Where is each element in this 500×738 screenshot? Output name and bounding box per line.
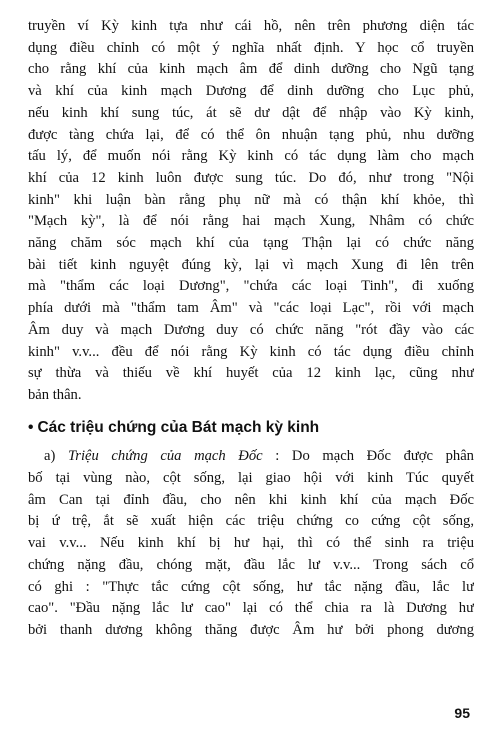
page-text bbox=[28, 16, 474, 642]
text-line: dụng điều chỉnh có một ý nghĩa nhất định. Y học cổ truyền bbox=[28, 39, 474, 56]
text-line: mà "thẩm các loại Dương", "chứa các loại Tinh", đi xuống bbox=[28, 278, 474, 295]
text-line: kinh" khi luận bàn rằng phụ nữ mà có thận khí khỏe, thì bbox=[28, 191, 474, 208]
text-line: "Mạch kỳ", là để nói rằng hai mạch Xung, Nhâm có chức bbox=[28, 213, 474, 230]
text-line: có ghi : "Thực tắc cứng cột sống, hư tắc nặng đầu, lắc lư bbox=[28, 578, 474, 595]
text-line: bị ứ trệ, ắt sẽ xuất hiện các triệu chứng co cứng cột sống, bbox=[28, 513, 474, 530]
paragraph-1 bbox=[28, 16, 474, 407]
text-line: truyền ví Kỳ kinh tựa như cái hồ, nên trên phương diện tác bbox=[28, 18, 474, 34]
text-line: khí của 12 kinh luôn được sung túc. Do đó, như trong "Nội bbox=[28, 169, 474, 186]
paragraph-2 bbox=[28, 446, 474, 641]
text-line: Âm duy và mạch Dương duy có chức năng "rót đầy vào các bbox=[28, 321, 474, 338]
text-line: phía dưới mà "thẩm tam Âm" và "các loại Lạc", rồi với mạch bbox=[28, 300, 474, 317]
text-line: vai v.v... Nếu kinh khí bị hư hại, thì có thể sinh ra triệu bbox=[28, 535, 474, 552]
text-line: bài tiết kinh nguyệt đúng kỳ, lại vì mạch Xung đi lên trên bbox=[28, 256, 474, 273]
text-line: bởi thanh dương không thăng được Âm hư bởi phong dương bbox=[28, 621, 474, 638]
text-line: kinh" v.v... đều để nói rằng Kỳ kinh có tác dụng điều chỉnh bbox=[28, 343, 474, 360]
page-number: 95 bbox=[454, 705, 470, 721]
list-marker: a) bbox=[44, 448, 68, 465]
text-line: và khí của kinh mạch Dương để dinh dưỡng cho Lục phủ, bbox=[28, 83, 474, 100]
text-line: sự thừa và thiếu về khí huyết của 12 kinh lạc, cũng như bbox=[28, 365, 474, 382]
text-line: bản thân. bbox=[28, 386, 82, 403]
text-line: bố tại vùng nào, cột sống, lại giao hội với kinh Túc quyết bbox=[28, 470, 474, 487]
text-line: được tàng chứa lại, để có thể ôn nhuận tạng phủ, nhu dưỡng bbox=[28, 126, 474, 143]
section-heading-text: Các triệu chứng của Bát mạch kỳ kinh bbox=[37, 418, 320, 436]
text-line: cho rằng khí của kinh mạch âm để dinh dưỡng cho Ngũ tạng bbox=[28, 61, 474, 78]
section-heading bbox=[28, 417, 474, 439]
text-line: cao". "Đầu nặng lắc lư cao" lại có thể chia ra là Dương hư bbox=[28, 600, 474, 617]
text-line: nếu kinh khí sung túc, át sẽ dư dật để nhập vào Kỳ kinh, bbox=[28, 104, 474, 121]
subsection-title: Triệu chứng của mạch Đốc bbox=[67, 448, 263, 465]
text-line: chứng nặng đầu, chóng mặt, đầu lắc lư v.v... Trong sách cổ bbox=[28, 556, 474, 573]
text-fragment: : Do mạch Đốc được phân bbox=[262, 448, 474, 465]
text-line-first bbox=[28, 446, 474, 468]
text-line: tấu lý, để muốn nói rằng Kỳ kinh có tác dụng làm cho mạch bbox=[28, 148, 474, 165]
text-line: âm Can tại đỉnh đầu, cho nên khi kinh khí của mạch Đốc bbox=[28, 491, 474, 508]
bullet-icon: • bbox=[28, 418, 34, 436]
text-line: năng chăm sóc mạch khí của tạng Thận lại có chức năng bbox=[28, 235, 474, 252]
